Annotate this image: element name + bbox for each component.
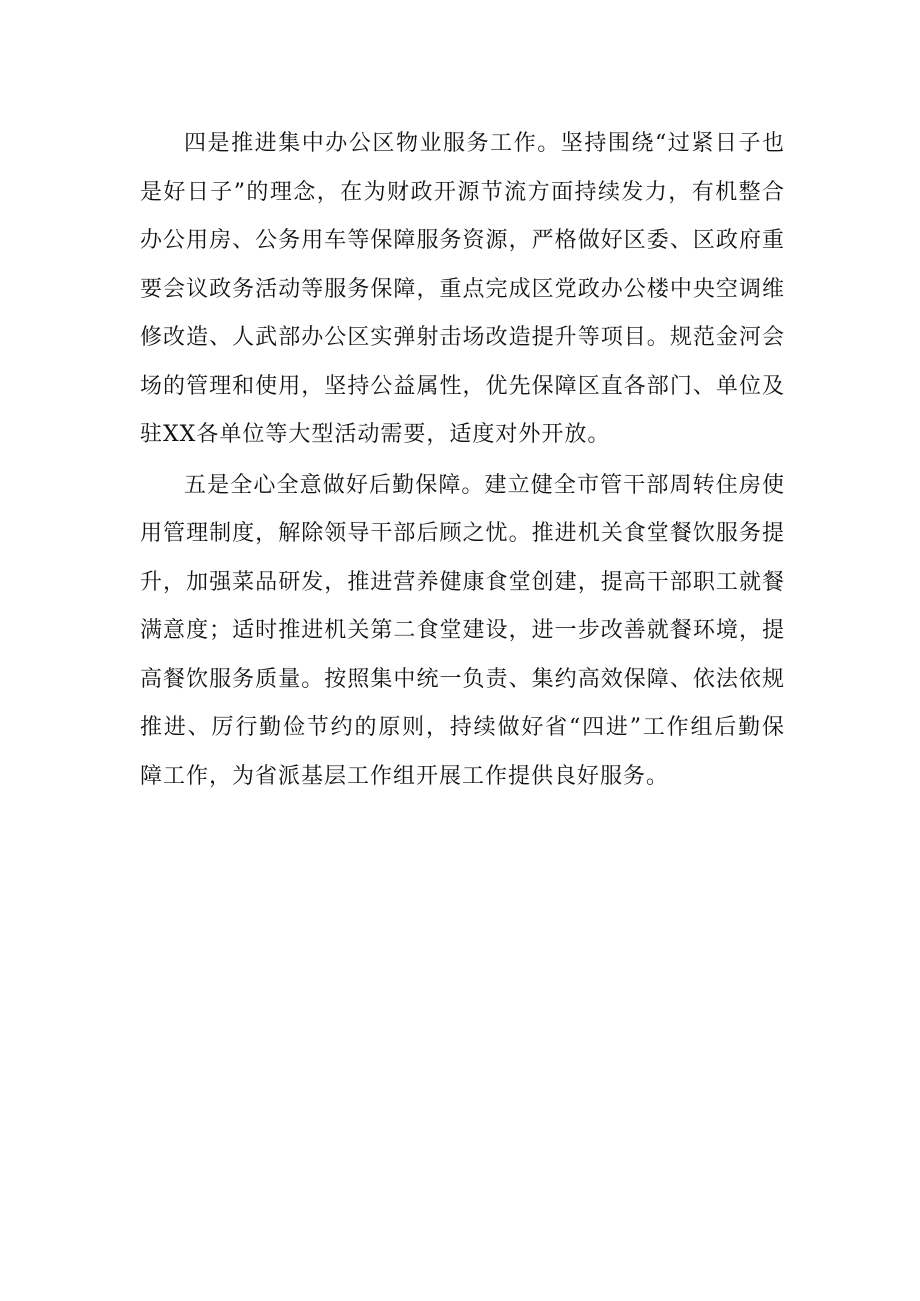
paragraph-logistics-support: 五是全心全意做好后勤保障。建立健全市管干部周转住房使用管理制度，解除领导干部后顾之忧。推进机关食堂餐饮服务提升，加强菜品研发，推进营养健康食堂创建，提高干部职工就餐满意度；适时推进机关第二食堂建设，进一步改善就餐环境，提高餐饮服务质量。按照集中统一负责、集约高效保障、依法依规推进、厉行勤俭节约的原则，持续做好省“四进”工作组后勤保障工作，为省派基层工作组开展工作提供良好服务。 [140, 472, 785, 789]
paragraph-property-services: 四是推进集中办公区物业服务工作。坚持围绕“过紧日子也是好日子”的理念，在为财政开源节流方面持续发力，有机整合办公用房、公务用车等保障服务资源，严格做好区委、区政府重要会议政务活动等服务保障，重点完成区党政办公楼中央空调维修改造、人武部办公区实弹射击场改造提升等项目。规范金河会场的管理和使用，坚持公益属性，优先保障区直各部门、单位及驻XX各单位等大型活动需要，适度对外开放。 [140, 131, 785, 447]
document-body [140, 120, 785, 803]
